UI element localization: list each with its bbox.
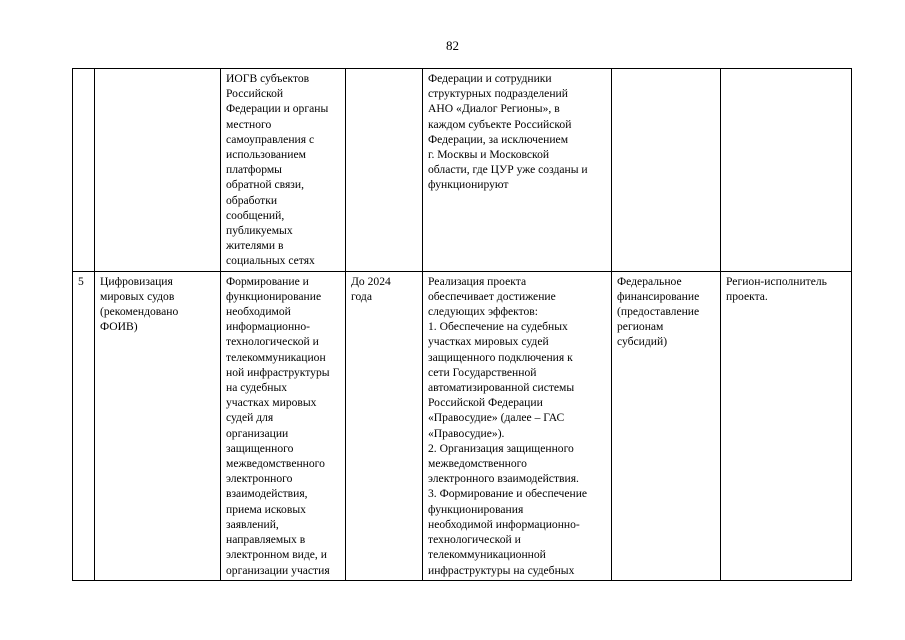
cell-text-line: ИОГВ субъектов [226,72,310,85]
cell-text-line: Формирование и [226,274,309,288]
cell-text-line: функционируют [428,178,509,192]
cell-text-line: Федерации и сотрудники [428,72,552,85]
cell-text-line: защищенного подключения к [428,350,573,364]
cell-text-line: межведомственного [428,457,527,471]
cell-text-line: инфраструктуры на судебных [428,563,575,577]
cell-text-line: необходимой [226,305,291,319]
financing-cell [612,69,721,272]
cell-text-line: заявлений, [226,517,279,531]
cell-text-line: электронного [226,472,293,486]
cell-text-line: на судебных [226,381,288,395]
cell-text-line: публикуемых [226,224,293,238]
cell-text-line: обеспечивает достижение [428,289,556,303]
cell-text-line: межведомственного [226,457,325,471]
cell-text-line: (рекомендовано [100,305,179,319]
cell-text-line: информационно- [226,320,311,334]
cell-text-line: самоуправления с [226,132,315,146]
cell-text-line: Федерации и органы [226,102,329,116]
executor-cell [721,271,852,580]
description-cell [221,271,346,580]
page-number: 82 [446,38,459,53]
deadline-cell [346,271,423,580]
deadline-cell [346,69,423,272]
cell-text-line: участках мировых [226,396,317,410]
cell-text-line: 2. Организация защищенного [428,441,574,455]
cell-text-line: проекта. [726,289,768,303]
row-number-cell [73,69,95,272]
cell-text-line: взаимодействия, [226,487,308,501]
cell-text-line: ФОИВ) [100,320,138,334]
cell-text-line: судей для [226,411,274,425]
cell-text-line: электронном виде, и [226,548,327,562]
cell-text-line: использованием [226,148,306,162]
cell-text-line: обработки [226,193,278,207]
measures-table [72,68,852,581]
cell-text-line: Федеральное [617,274,682,288]
cell-text-line: участках мировых судей [428,335,549,349]
table-row [73,271,852,580]
cell-text-line: Федерации, за исключением [428,132,569,146]
cell-text-line: платформы [226,163,282,177]
cell-text-line: функционирование [226,289,322,303]
cell-text-line: Реализация проекта [428,274,527,288]
cell-text-line: социальных сетях [226,254,315,268]
cell-text-line: следующих эффектов: [428,305,539,319]
cell-text-line: телекоммуникацион [226,350,326,364]
effects-cell [423,271,612,580]
cell-text-line: мировых судов [100,289,175,303]
cell-text-line: ной инфраструктуры [226,365,330,379]
cell-text-line: До 2024 [351,274,391,288]
cell-text-line: сообщений, [226,208,285,222]
description-cell [221,69,346,272]
cell-text-line: Российской [226,87,284,101]
project-name-cell [95,271,221,580]
cell-text-line: организации участия [226,563,330,577]
cell-text-line: сети Государственной [428,365,537,379]
cell-text-line: (предоставление [617,305,700,319]
table-row [73,69,852,272]
cell-text-line: финансирование [617,289,700,303]
cell-text-line: жителями в [226,239,284,253]
cell-text-line: технологической и [226,335,319,349]
executor-cell [721,69,852,272]
cell-text-line: функционирования [428,502,524,516]
cell-text-line: телекоммуникационной [428,548,546,562]
cell-text-line: Регион-исполнитель [726,274,827,288]
cell-text-line: Российской Федерации [428,396,543,410]
cell-text-line: «Правосудие»). [428,426,505,440]
cell-text-line: каждом субъекте Российской [428,117,572,131]
cell-text-line: г. Москвы и Московской [428,148,550,162]
cell-text-line: организации [226,426,289,440]
cell-text-line: обратной связи, [226,178,304,192]
cell-text-line: защищенного [226,441,294,455]
cell-text-line: «Правосудие» (далее – ГАС [428,411,565,425]
cell-text-line: приема исковых [226,502,306,516]
cell-text-line: 3. Формирование и обеспечение [428,487,588,501]
cell-text-line: технологической и [428,533,521,547]
financing-cell [612,271,721,580]
cell-text-line: структурных подразделений [428,87,568,101]
project-name-cell [95,69,221,272]
cell-text-line: направляемых в [226,533,306,547]
cell-text-line: 1. Обеспечение на судебных [428,320,568,334]
effects-cell [423,69,612,272]
cell-text-line: электронного взаимодействия. [428,472,579,486]
cell-text-line: АНО «Диалог Регионы», в [428,102,560,116]
cell-text-line: автоматизированной системы [428,381,575,395]
cell-text-line: регионам [617,320,664,334]
cell-text-line: необходимой информационно- [428,517,580,531]
cell-text-line: Цифровизация [100,274,173,288]
cell-text-line: местного [226,117,272,131]
row-number-cell: 5 [73,271,95,580]
cell-text-line: субсидий) [617,335,668,349]
cell-text-line: года [351,289,372,303]
cell-text-line: области, где ЦУР уже созданы и [428,163,588,177]
